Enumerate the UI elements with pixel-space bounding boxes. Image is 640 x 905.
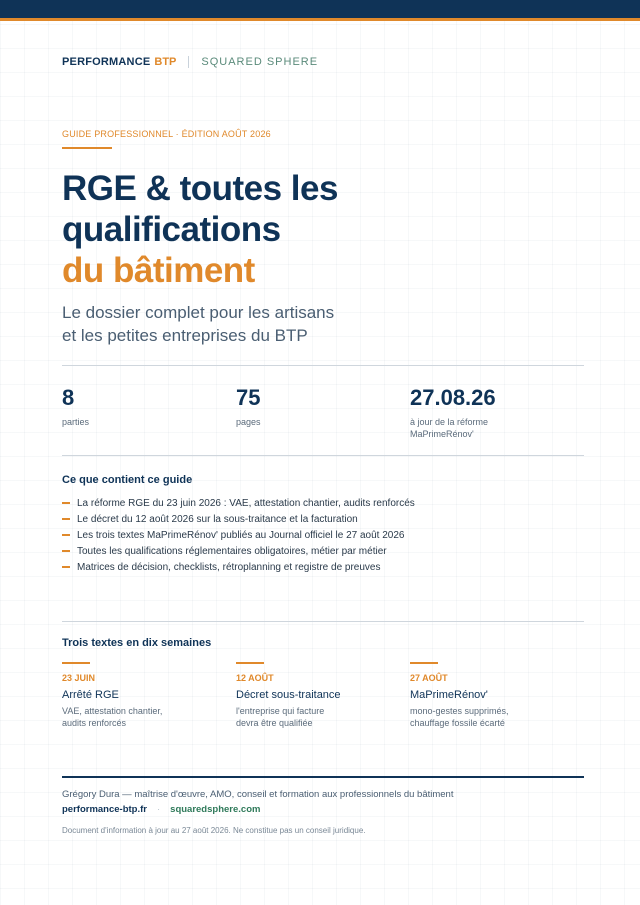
contents-heading: Ce que contient ce guide — [62, 474, 193, 486]
timeline-name: Arrêté RGE — [62, 689, 119, 701]
dash-icon — [62, 534, 70, 536]
subtitle-line-1: Le dossier complet pour les artisans — [62, 303, 335, 322]
timeline-date: 12 AOÛT — [236, 673, 274, 683]
timeline-entry-rge — [62, 662, 232, 729]
dash-icon — [62, 550, 70, 552]
link-squaredsphere[interactable]: squaredsphere.com — [170, 804, 261, 815]
timeline-description-line: chauffage fossile écarté — [410, 718, 505, 728]
stat-label — [410, 416, 580, 440]
brand-main-name: PERFORMANCE — [62, 56, 151, 68]
title-line-1: RGE & toutes les — [62, 169, 338, 208]
stats-bottom-divider — [62, 455, 584, 456]
list-item — [62, 495, 415, 511]
stat-label — [236, 416, 406, 428]
brand-separator — [188, 56, 189, 68]
timeline-description-line: VAE, attestation chantier, — [62, 706, 163, 716]
footer-links — [62, 804, 260, 815]
title-line-3: du bâtiment — [62, 251, 255, 290]
title-line-2: qualifications — [62, 210, 281, 249]
timeline-entry-decret — [236, 662, 406, 729]
timeline-heading: Trois textes en dix semaines — [62, 637, 212, 649]
timeline-description-line: mono-gestes supprimés, — [410, 706, 509, 716]
list-item — [62, 511, 415, 527]
stat-value: 8 — [62, 385, 75, 410]
timeline-description — [410, 705, 580, 729]
list-item-text: Les trois textes MaPrimeRénov' publiés au Journal officiel le 27 août 2026 — [77, 529, 405, 541]
list-item-text: La réforme RGE du 23 juin 2026 : VAE, attestation chantier, audits renforcés — [77, 497, 415, 509]
timeline-description — [62, 705, 232, 729]
timeline-rule — [410, 662, 438, 664]
list-item-text: Toutes les qualifications réglementaires obligatoires, métier par métier — [77, 545, 387, 557]
timeline-name: MaPrimeRénov' — [410, 689, 488, 701]
timeline-rule — [236, 662, 264, 664]
timeline-description — [236, 705, 406, 729]
timeline-name: Décret sous-traitance — [236, 689, 341, 701]
stat-label — [62, 416, 232, 428]
timeline-entry-maprimerenov — [410, 662, 580, 729]
stat-parts — [62, 385, 232, 428]
eyebrow-rule — [62, 147, 112, 149]
legal-disclaimer: Document d'information à jour au 27 août 2026. Ne constitue pas un conseil juridique. — [62, 826, 366, 835]
stat-value: 27.08.26 — [410, 385, 496, 410]
page-title — [62, 168, 338, 291]
edition-eyebrow: GUIDE PROFESSIONNEL · ÉDITION AOÛT 2026 — [62, 129, 271, 139]
timeline-description-line: l'entreprise qui facture — [236, 706, 325, 716]
subtitle — [62, 301, 334, 347]
link-separator: · — [156, 804, 161, 815]
dash-icon — [62, 566, 70, 568]
timeline-rule — [62, 662, 90, 664]
stat-label-line: à jour de la réforme — [410, 417, 489, 427]
stat-label-line: MaPrimeRénov' — [410, 429, 474, 439]
list-item-text: Matrices de décision, checklists, rétroplanning et registre de preuves — [77, 561, 381, 573]
link-performance-btp[interactable]: performance-btp.fr — [62, 804, 147, 815]
timeline-description-line: devra être qualifiée — [236, 718, 313, 728]
list-item — [62, 543, 415, 559]
list-item — [62, 559, 415, 575]
footer-divider — [62, 776, 584, 778]
stat-label-line: pages — [236, 417, 261, 427]
top-accent-stripe — [0, 18, 640, 21]
list-item — [62, 527, 415, 543]
brand-secondary-name: SQUARED SPHERE — [201, 56, 319, 68]
dash-icon — [62, 518, 70, 520]
brand-accent-name: BTP — [154, 56, 177, 68]
top-banner-bar — [0, 0, 640, 18]
timeline-description-line: audits renforcés — [62, 718, 127, 728]
timeline-date: 23 JUIN — [62, 673, 96, 683]
stats-top-divider — [62, 365, 584, 366]
timeline-date: 27 AOÛT — [410, 673, 448, 683]
contents-list — [62, 495, 415, 575]
stat-pages — [236, 385, 406, 428]
timeline-top-divider — [62, 621, 584, 622]
author-credit: Grégory Dura — maîtrise d'œuvre, AMO, conseil et formation aux professionnels du bâtiment — [62, 789, 454, 800]
stat-update-date — [410, 385, 580, 440]
dash-icon — [62, 502, 70, 504]
stat-value: 75 — [236, 385, 261, 410]
stat-label-line: parties — [62, 417, 90, 427]
subtitle-line-2: et les petites entreprises du BTP — [62, 326, 308, 345]
brand-header — [62, 56, 318, 68]
list-item-text: Le décret du 12 août 2026 sur la sous-traitance et la facturation — [77, 513, 358, 525]
